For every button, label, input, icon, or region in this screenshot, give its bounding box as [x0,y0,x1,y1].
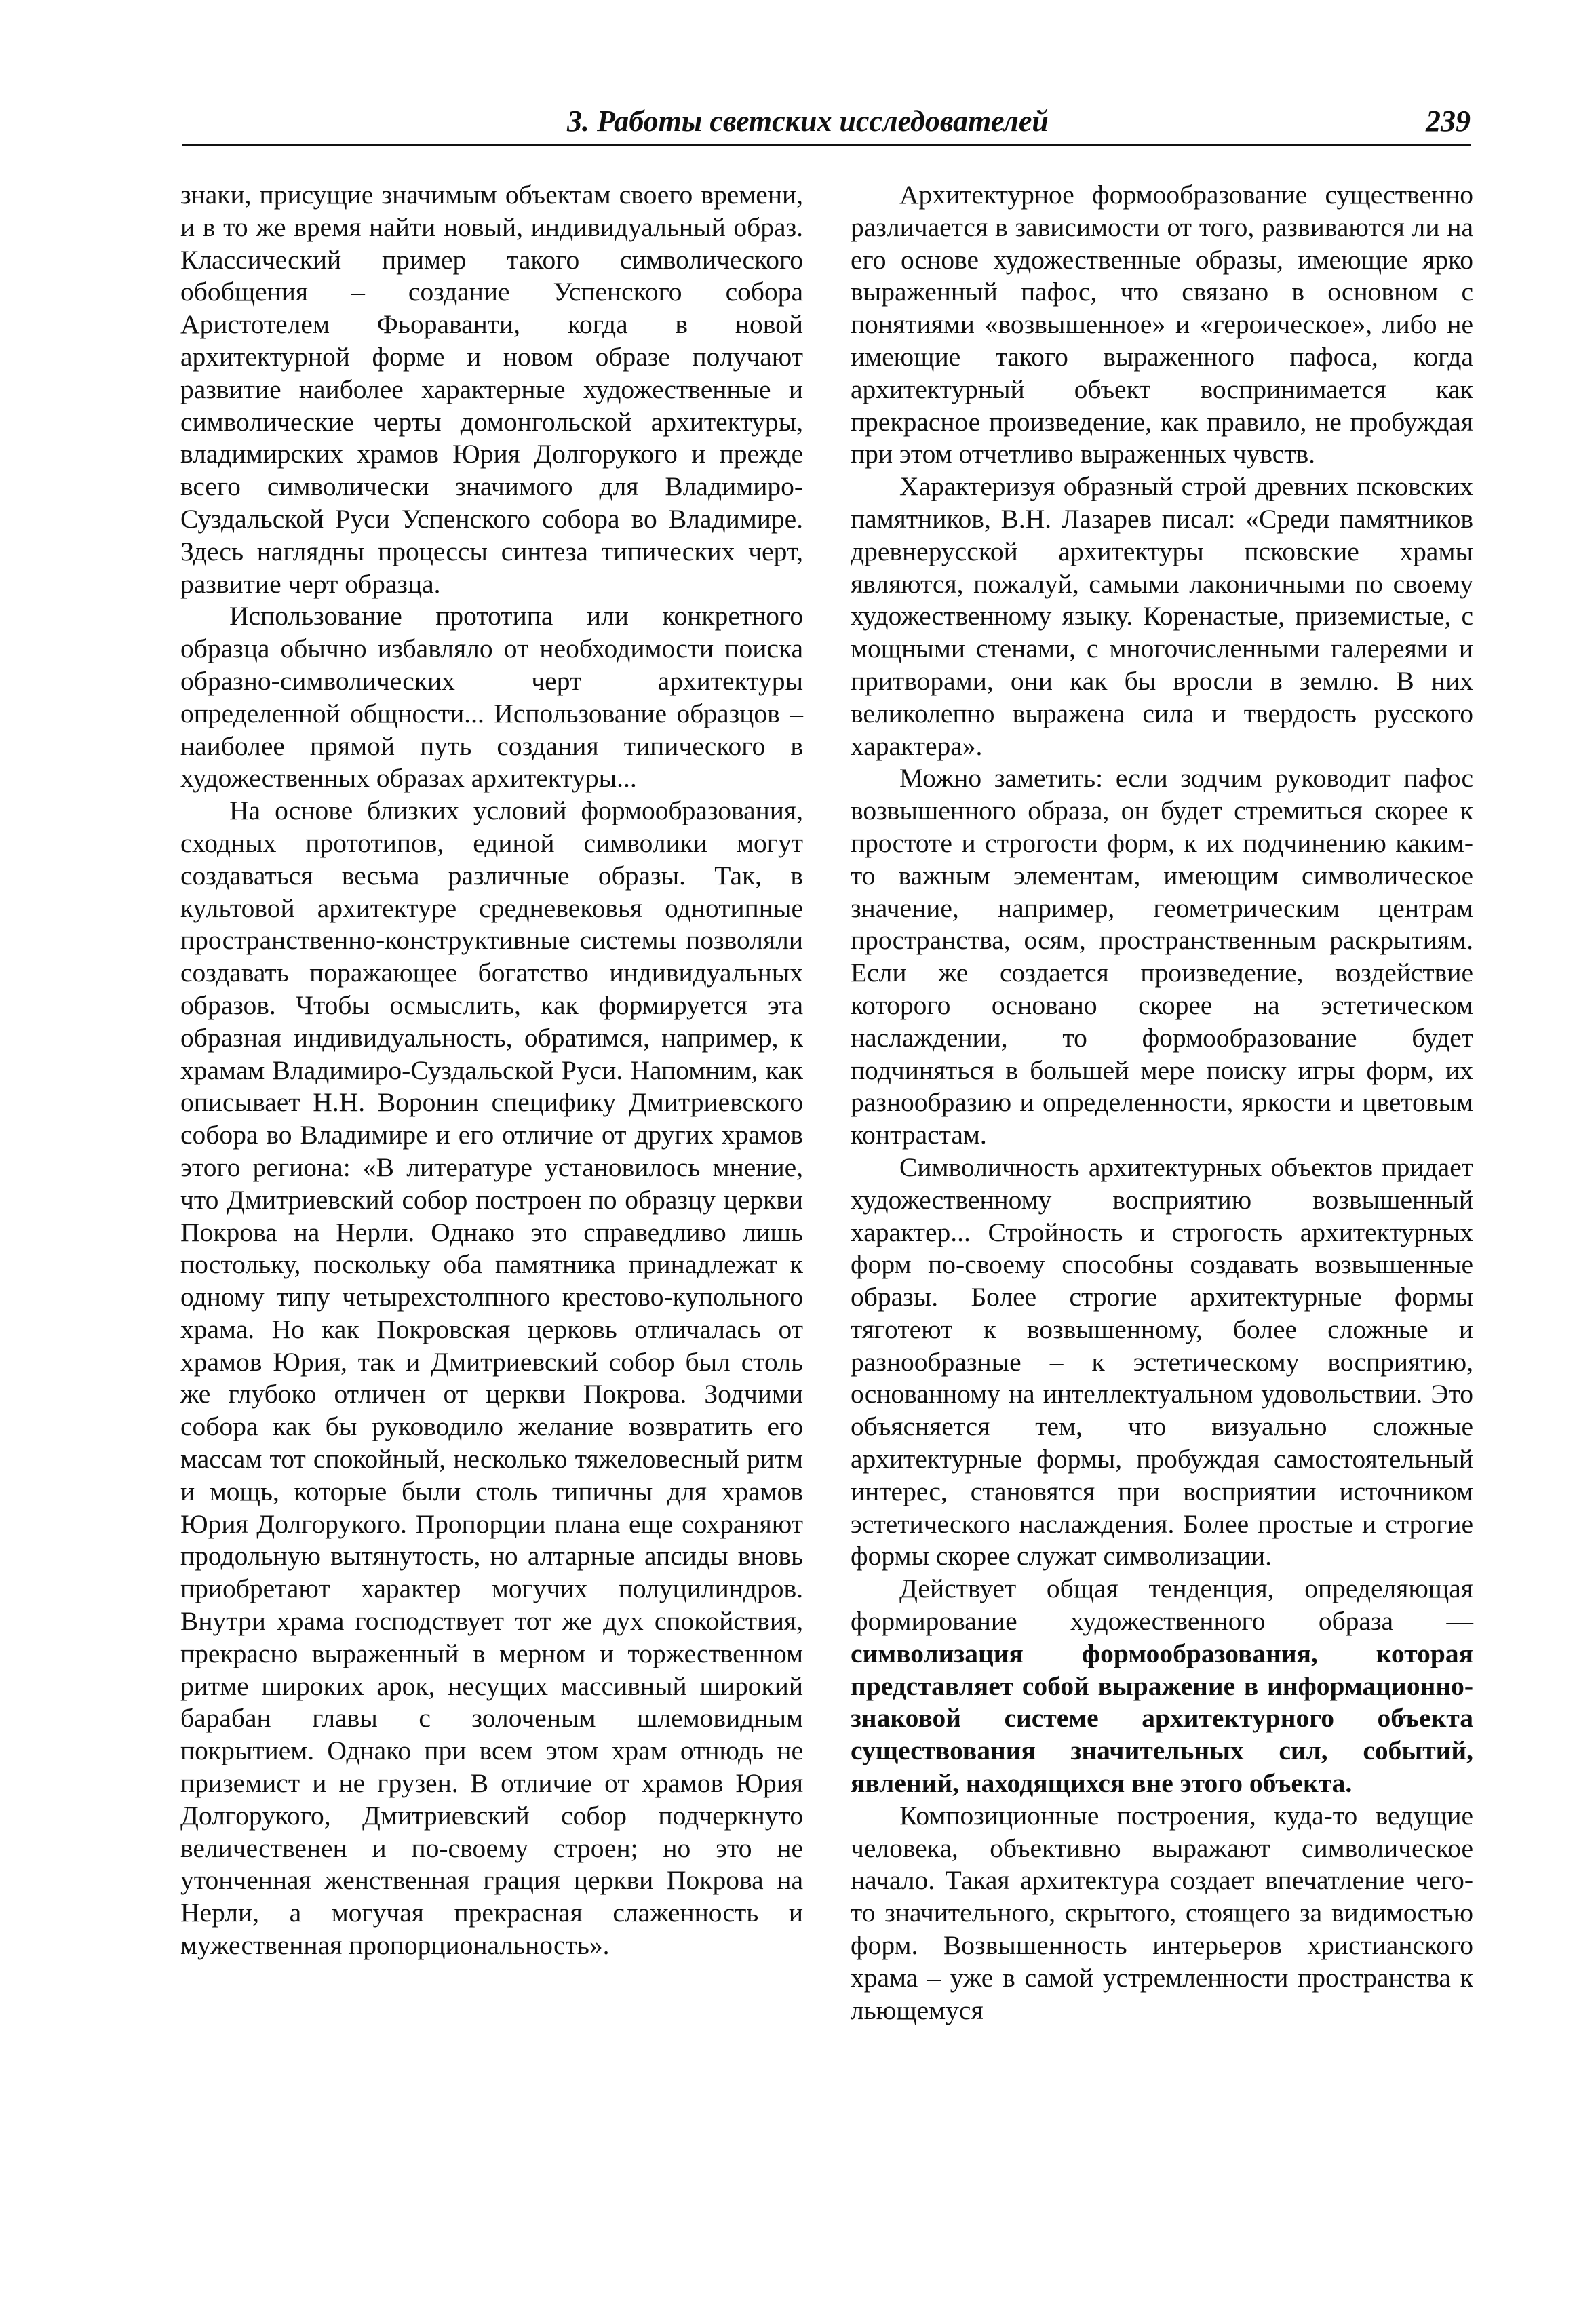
paragraph: Можно заметить: если зодчим руководит пафос возвышенного образа, он будет стремиться скорее к простоте и строгости форм, к их подчинению каким-то важным элементам, имеющим символическое значение, например, геометрическим центрам пространства, осям, пространственным раскрытиям. Если же создается произведение, воздействие которого основано скорее на эстетическом наслаждении, то формообразование будет подчиняться в большей мере поиску игры форм, их разнообразию и определенности, яркости и цветовым контрастам. [851,763,1473,1150]
emphasized-statement: символизация формообразования, которая представляет собой выражение в информационно-знаковой системе архитектурного объекта существования значительных сил, событий, явлений, находящихся вне этого объекта. [851,1638,1473,1799]
page-number: 239 [1426,104,1471,138]
paragraph [851,1573,1473,1800]
running-header [182,102,1471,146]
paragraph: Использование прототипа или конкретного образца обычно избавляло от необходимости поиска образно-символических черт архитектуры определенной общности... Использование образцов – наиболее прямой путь создания типического в художественных образах архитектуры... [180,601,803,794]
paragraph: Характеризуя образный строй древних псковских памятников, В.Н. Лазарев писал: «Среди памятников древнерусской архитектуры псковские храмы являются, пожалуй, самыми лаконичными по своему художественному языку. Коренастые, приземистые, с мощными стенами, с многочисленными галереями и притворами, они как бы вросли в землю. В них великолепно выражена сила и твердость русского характера». [851,471,1473,761]
paragraph-lead: Действует общая тенденция, определяющая формирование художественного образа — [851,1574,1473,1637]
paragraph: Архитектурное формообразование существенно различается в зависимости от того, развиваются ли на его основе художественные образы, имеющие ярко выраженный пафос, что связано в основном с понятиями «возвышенное» и «героическое», либо не имеющие такого выраженного пафоса, когда архитектурный объект воспринимается как прекрасное произведение, как правило, не пробуждая при этом отчетливо выраженных чувств. [851,180,1473,469]
paragraph: Символичность архитектурных объектов придает художественному восприятию возвышенный характер... Стройность и строгость архитектурных форм по-своему способны создавать возвышенные образы. Более строгие архитектурные формы тяготеют к возвышенному, более сложные и разнообразные – к эстетическому восприятию, основанному на интеллектуальном удовольствии. Это объясняется тем, что визуально сложные архитектурные формы, пробуждая самостоятельный интерес, становятся при восприятии источником эстетического наслаждения. Более простые и строгие формы скорее служат символизации. [851,1152,1473,1571]
left-column [180,179,803,1962]
right-column [851,179,1473,2027]
running-title: 3. Работы светских исследователей [567,104,1049,138]
paragraph: Композиционные построения, куда-то ведущие человека, объективно выражают символическое начало. Такая архитектура создает впечатление чего-то значительного, скрытого, стоящего за видимостью форм. Возвышенность интерьеров христианского храма – уже в самой устремленности пространства к льющемуся [851,1800,1473,2025]
paragraph: знаки, присущие значимым объектам своего времени, и в то же время найти новый, индивидуальный образ. Классический пример такого символического обобщения – создание Успенского собора Аристотелем Фьораванти, когда в новой архитектурной форме и новом образе получают развитие наиболее характерные художественные и символические черты домонгольской архитектуры, владимирских храмов Юрия Долгорукого и прежде всего символически значимого для Владимиро-Суздальской Руси Успенского собора во Владимире. Здесь наглядны процессы синтеза типических черт, развитие черт образца. [180,180,803,599]
paragraph: На основе близких условий формообразования, сходных прототипов, единой символики могут создаваться весьма различные образы. Так, в культовой архитектуре средневековья однотипные пространственно-конструктивные системы позволяли создавать поражающее богатство индивидуальных образов. Чтобы осмыслить, как формируется эта образная индивидуальность, обратимся, например, к храмам Владимиро-Суздальской Руси. Напомним, как описывает Н.Н. Воронин специфику Дмитриевского собора во Владимире и его отличие от других храмов этого региона: «В литературе установилось мнение, что Дмитриевский собор построен по образцу церкви Покрова на Нерли. Однако это справедливо лишь постольку, поскольку оба памятника принадлежат к одному типу четырехстолпного крестово-купольного храма. Но как Покровская церковь отличалась от храмов Юрия, так и Дмитриевский собор был столь же глубоко отличен от церкви Покрова. Зодчими собора как бы руководило желание возвратить его массам тот спокойный, несколько тяжеловесный ритм и мощь, которые были столь типичны для храмов Юрия Долгорукого. Пропорции плана еще сохраняют продольную вытянутость, но алтарные апсиды вновь приобретают характер могучих полуцилиндров. Внутри храма господствует тот же дух спокойствия, прекрасно выраженный в мерном и торжественном ритме широких арок, несущих массивный широкий барабан главы с золоченым шлемовидным покрытием. Однако при всем этом храм отнюдь не приземист и не грузен. В отличие от храмов Юрия Долгорукого, Дмитриевский собор подчеркнуто величественен и по-своему строен; но это не утонченная женственная грация церкви Покрова на Нерли, а могучая прекрасная слаженность и мужественная пропорциональность». [180,796,803,1961]
